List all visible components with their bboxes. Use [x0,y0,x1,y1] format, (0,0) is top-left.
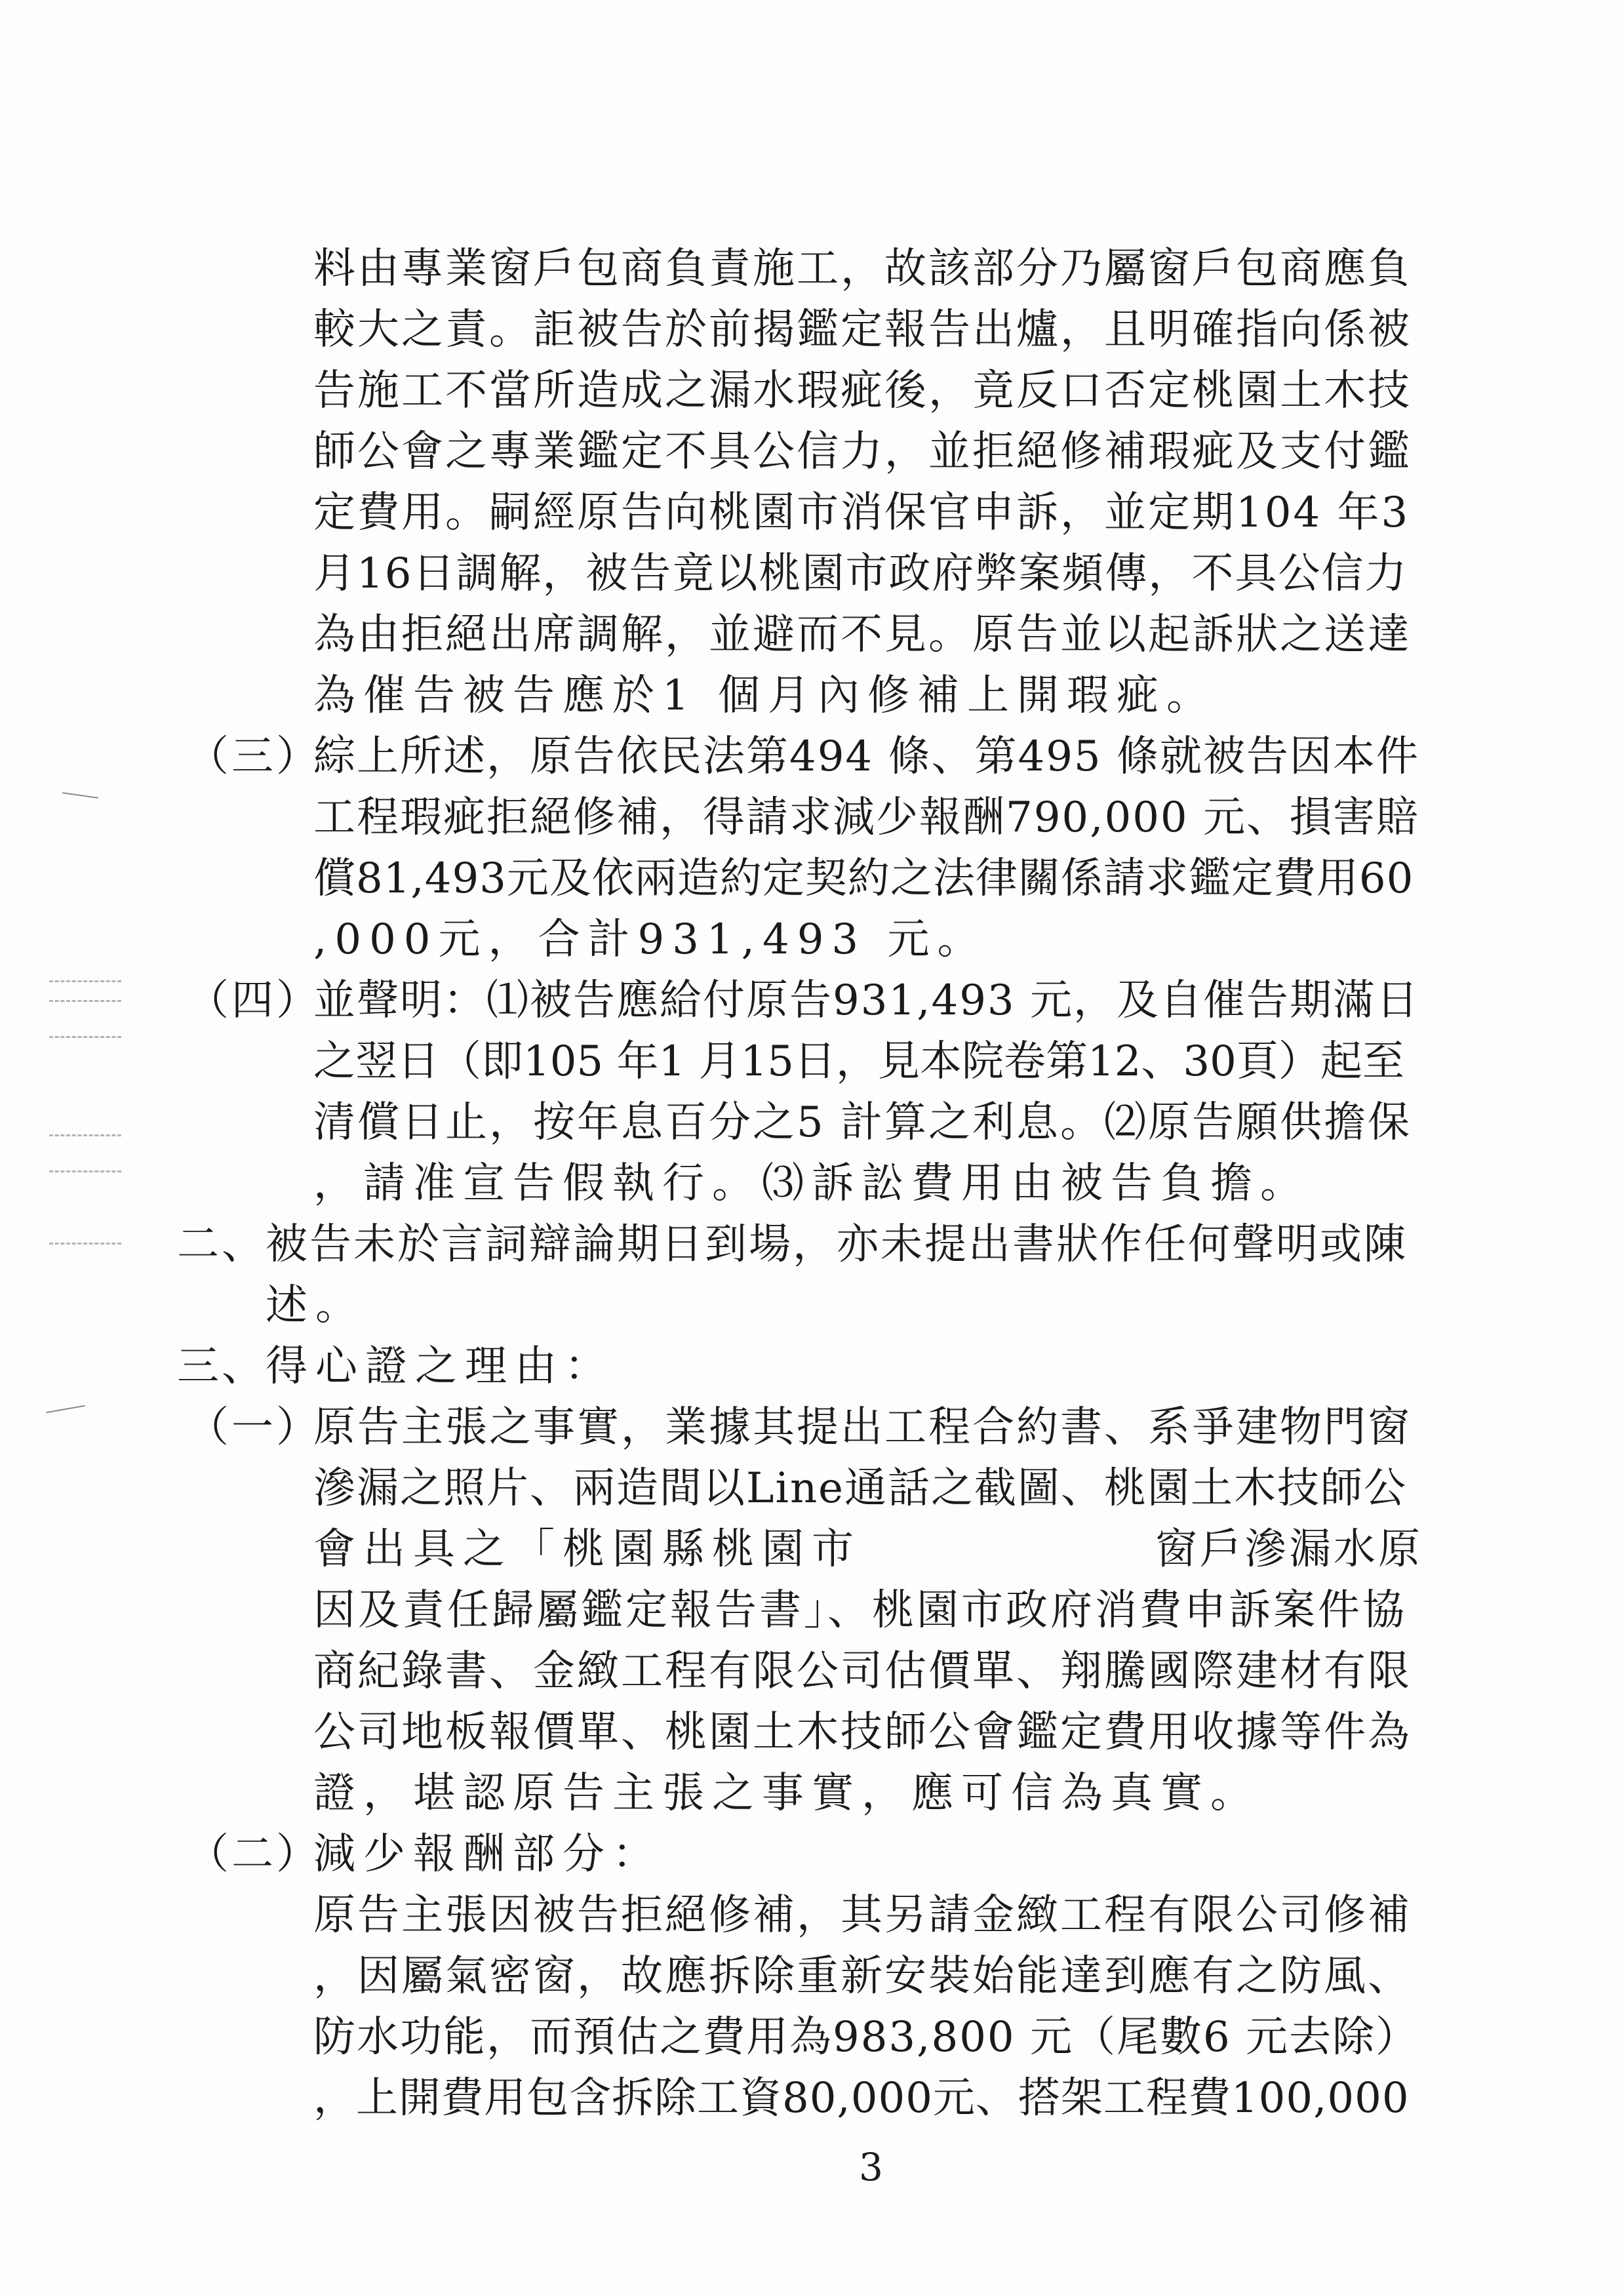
section-marker-3: （三） [187,732,321,781]
text-line: 清償日止，按年息百分之5 計算之利息。⑵原告願供擔保 [313,1098,1412,1147]
text-line: 為催告被告應於1 個月內修補上開瑕疵。 [313,671,1217,720]
subsection-marker-2: （二） [187,1830,321,1879]
text-line: 因及責任歸屬鑑定報告書」、桃園市政府消費申訴案件協 [313,1586,1407,1635]
text-line: ,000元，合計931,493 元。 [313,915,987,964]
text-line: 公司地板報價單、桃園土木技師公會鑑定費用收據等件為 [313,1708,1412,1757]
subsection-marker-1: （一） [187,1403,321,1452]
text-line: 窗戶滲漏水原 [1155,1525,1423,1574]
text-line: 定費用。嗣經原告向桃園市消保官申訴，並定期104 年3 [313,489,1410,537]
text-line: ，請准宣告假執行。⑶訴訟費用由被告負擔。 [313,1159,1310,1208]
text-line: 原告主張因被告拒絕修補，其另請金緻工程有限公司修補 [313,1891,1412,1940]
scan-artifact [46,1405,85,1413]
text-line: 償81,493元及依兩造約定契約之法律關係請求鑑定費用60 [313,854,1414,903]
text-line: 月16日調解，被告竟以桃園市政府弊案頻傳，不具公信力 [313,549,1408,598]
text-line: 為由拒絕出席調解，並避而不見。原告並以起訴狀之送達 [313,610,1412,659]
section-marker-4: （四） [187,976,321,1025]
text-line: ，上開費用包含拆除工資80,000元、搭架工程費100,000 [313,2074,1410,2123]
text-line: 料由專業窗戶包商負責施工，故該部分乃屬窗戶包商應負 [313,245,1412,293]
page-number: 3 [859,2145,883,2189]
scan-artifact [49,980,121,984]
text-line: ，因屬氣密窗，故應拆除重新安裝始能達到應有之防風、 [313,1952,1412,2001]
scan-artifact [49,1134,121,1138]
text-line: 商紀錄書、金緻工程有限公司估價單、翔騰國際建材有限 [313,1647,1412,1696]
scan-artifact [49,1243,121,1246]
scan-artifact [49,1000,121,1003]
scan-artifact [49,1036,121,1039]
text-line: 滲漏之照片、兩造間以Line通話之截圖、桃園土木技師公 [313,1464,1408,1513]
text-line: 原告主張之事實，業據其提出工程合約書、系爭建物門窗 [313,1403,1412,1452]
text-line: 之翌日（即105 年1 月15日，見本院卷第12、30頁）起至 [313,1037,1404,1086]
heading-text: 得心證之理由： [266,1342,614,1391]
text-line: 會出具之「桃園縣桃園市 [313,1525,862,1574]
heading-text: 減少報酬部分： [313,1830,662,1879]
text-line: 綜上所述，原告依民法第494 條、第495 條就被告因本件 [313,732,1419,781]
text-line: 防水功能，而預估之費用為983,800 元（尾數6 元去除） [313,2013,1419,2062]
text-line: 較大之責。詎被告於前揭鑑定報告出爐，且明確指向係被 [313,306,1412,354]
text-line: 告施工不當所造成之漏水瑕疵後，竟反口否定桃園土木技 [313,367,1412,415]
text-line: 師公會之專業鑑定不具公信力，並拒絕修補瑕疵及支付鑑 [313,428,1412,476]
heading-marker-3: 三、 [177,1342,266,1391]
text-line: 工程瑕疵拒絕修補，得請求減少報酬790,000 元、損害賠 [313,793,1419,842]
text-line: 證，堪認原告主張之事實，應可信為真實。 [313,1769,1260,1818]
scan-artifact [62,792,98,799]
scan-artifact [49,1170,121,1174]
text-line: 並聲明：⑴被告應給付原告931,493 元，及自催告期滿日 [313,976,1419,1025]
text-line: 被告未於言詞辯論期日到場，亦未提出書狀作任何聲明或陳 [266,1220,1408,1269]
text-line: 述。 [266,1281,365,1330]
heading-marker-2: 二、 [177,1220,266,1269]
